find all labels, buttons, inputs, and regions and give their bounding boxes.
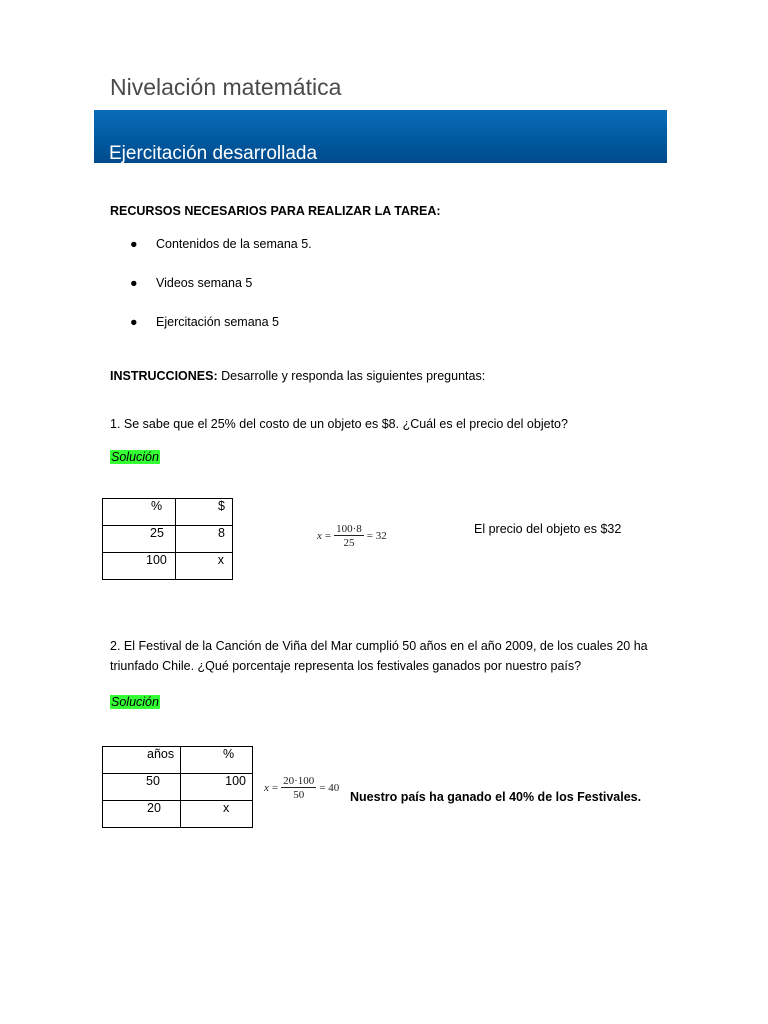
bullet-icon: ● — [130, 237, 138, 251]
bullet-icon: ● — [130, 315, 138, 329]
question-2-line-1: 2. El Festival de la Canción de Viña del Mar cumplió 50 años en el año 2009, de los cuales 20 ha — [110, 639, 648, 653]
proportion-table-1 — [102, 498, 233, 580]
resources-heading: RECURSOS NECESARIOS PARA REALIZAR LA TAREA: — [110, 204, 441, 218]
question-2-line-2: triunfado Chile. ¿Qué porcentaje representa los festivales ganados por nuestro país? — [110, 659, 582, 673]
fraction: $\frac{100\cdot 8}{25}$ — [336, 523, 362, 549]
table-row: % $ — [103, 499, 233, 526]
table-row: 25 8 — [103, 526, 233, 553]
table-row: 20 x — [103, 801, 253, 828]
solution-label: Solución — [111, 695, 159, 709]
table-row: 50 100 — [103, 774, 253, 801]
formula-1: x = $\frac{100\cdot 8}{25}$ = 32 — [317, 523, 387, 549]
answer-2: Nuestro país ha ganado el 40% de los Festivales. — [350, 790, 642, 804]
list-item: ● Contenidos de la semana 5. — [130, 237, 312, 251]
list-item: ● Ejercitación semana 5 — [130, 315, 279, 329]
question-1: 1. Se sabe que el 25% del costo de un objeto es $8. ¿Cuál es el precio del objeto? — [110, 417, 568, 431]
section-banner — [94, 110, 667, 163]
table-row: 100 x — [103, 553, 233, 580]
bullet-icon: ● — [130, 276, 138, 290]
fraction: $\frac{20\cdot 100}{50}$ — [283, 775, 315, 801]
proportion-table-2 — [102, 746, 253, 828]
solution-label: Solución — [111, 450, 159, 464]
banner-label: Ejercitación desarrollada — [109, 143, 318, 164]
formula-2: x = $\frac{20\cdot 100}{50}$ = 40 — [264, 775, 340, 801]
page-title: Nivelación matemática — [110, 74, 342, 100]
answer-1: El precio del objeto es $32 — [474, 522, 622, 536]
list-item: ● Videos semana 5 — [130, 276, 253, 290]
table-row: años % — [103, 747, 253, 774]
instructions-label: INSTRUCCIONES: — [110, 369, 218, 383]
instructions-text: Desarrolle y responda las siguientes preguntas: — [217, 369, 486, 383]
instructions — [110, 369, 485, 384]
